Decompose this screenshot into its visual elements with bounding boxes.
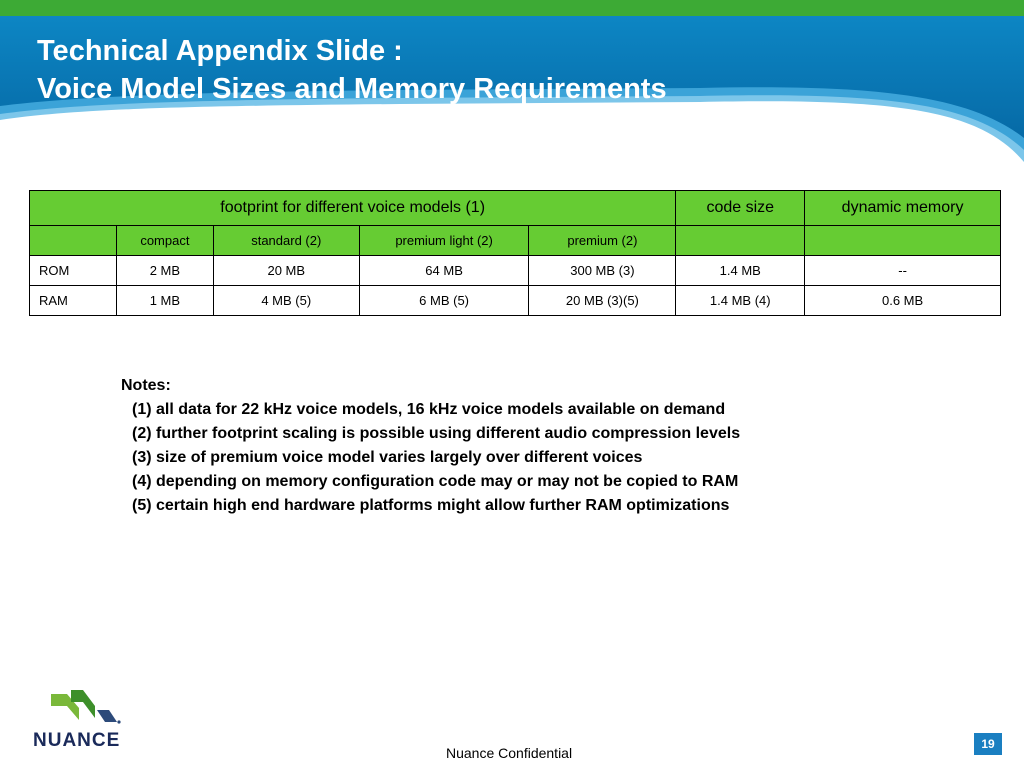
- row-label: RAM: [30, 286, 117, 316]
- table-cell: 64 MB: [359, 256, 529, 286]
- page-number-badge: 19: [974, 733, 1002, 755]
- table-cell: 1 MB: [116, 286, 213, 316]
- nuance-logo: [33, 688, 129, 752]
- footprint-group-header: footprint for different voice models (1): [30, 191, 676, 226]
- table-cell: 1.4 MB: [676, 256, 805, 286]
- notes-title: Notes:: [121, 377, 171, 394]
- memory-requirements-table: [29, 190, 1001, 316]
- empty-header-cell: [805, 226, 1001, 256]
- table-cell: 4 MB (5): [213, 286, 359, 316]
- model-header-row: [30, 226, 1001, 256]
- empty-header-cell: [30, 226, 117, 256]
- note-item: (3) size of premium voice model varies largely over different voices: [132, 449, 643, 466]
- title-line-2: Voice Model Sizes and Memory Requirements: [37, 73, 667, 105]
- nuance-logo-text: NUANCE: [33, 730, 121, 751]
- table-row-rom: [30, 256, 1001, 286]
- code-size-header: code size: [676, 191, 805, 226]
- table-cell: --: [805, 256, 1001, 286]
- nuance-logo-mark-icon: [49, 688, 121, 728]
- footer-confidential: Nuance Confidential: [446, 745, 573, 761]
- note-item: (5) certain high end hardware platforms might allow further RAM optimizations: [132, 497, 730, 514]
- note-item: (4) depending on memory configuration code may or may not be copied to RAM: [132, 473, 739, 490]
- model-header-premium-light: premium light (2): [359, 226, 529, 256]
- empty-header-cell: [676, 226, 805, 256]
- table-row-ram: [30, 286, 1001, 316]
- note-item: (1) all data for 22 kHz voice models, 16 kHz voice models available on demand: [132, 401, 726, 418]
- note-item: (2) further footprint scaling is possible using different audio compression levels: [132, 425, 741, 442]
- dynamic-memory-header: dynamic memory: [805, 191, 1001, 226]
- table-cell: 20 MB (3)(5): [529, 286, 676, 316]
- row-label: ROM: [30, 256, 117, 286]
- title-line-1: Technical Appendix Slide :: [37, 35, 403, 67]
- table-cell: 6 MB (5): [359, 286, 529, 316]
- table-header-row: [30, 191, 1001, 226]
- notes-block: [121, 374, 740, 518]
- model-header-premium: premium (2): [529, 226, 676, 256]
- table-cell: 2 MB: [116, 256, 213, 286]
- table-cell: 1.4 MB (4): [676, 286, 805, 316]
- model-header-standard: standard (2): [213, 226, 359, 256]
- table-cell: 0.6 MB: [805, 286, 1001, 316]
- model-header-compact: compact: [116, 226, 213, 256]
- table-cell: 20 MB: [213, 256, 359, 286]
- top-green-strip: [0, 0, 1024, 16]
- table-cell: 300 MB (3): [529, 256, 676, 286]
- slide-title: [37, 32, 667, 108]
